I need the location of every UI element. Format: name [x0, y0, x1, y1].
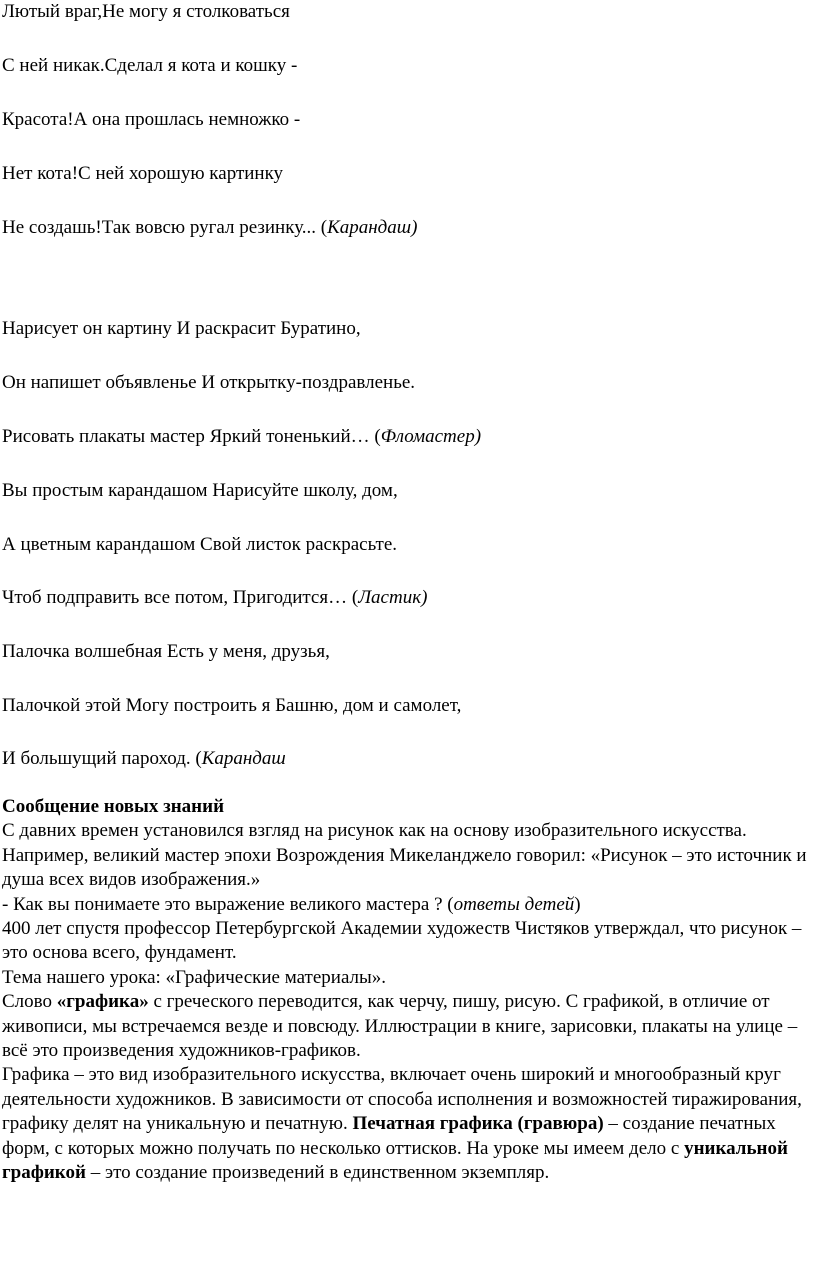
- poem-line: Вы простым карандашом Нарисуйте школу, дом,: [2, 480, 398, 501]
- poem-line: Палочкой этой Могу построить я Башню, дом и самолет,: [2, 695, 462, 716]
- poem-line: С ней никак.Сделал я кота и кошку -: [2, 55, 298, 76]
- poem-line: Красота!А она прошлась немножко -: [2, 109, 301, 130]
- paragraph: Графика – это вид изобразительного искусства, включает очень широкий и многообразный круг деятельности художников. В зависимости от способа исполнения и возможностей тиражирования, графику делят на уникальную и печатную. Печатная графика (гравюра) – создание печатных форм, с которых можно получать по несколько оттисков. На уроке мы имеем дело с уникальной графикой – это создание произведений в единственном экземпляр.: [2, 1064, 802, 1184]
- poem-line: Нарисует он картину И раскрасит Буратино,: [2, 318, 361, 339]
- paragraph: С давних времен установился взгляд на рисунок как на основу изобразительного искусства. Например, великий мастер эпохи Возрождения Микеланджело говорил: «Рисунок – это источник и душа всех видов изображения.»: [2, 820, 807, 891]
- paragraph: Тема нашего урока: «Графические материалы».: [2, 966, 387, 988]
- paragraph: 400 лет спустя профессор Петербургской Академии художеств Чистяков утверждал, что рисунок – это основа всего, фундамент.: [2, 918, 802, 964]
- poem-line: Чтоб подправить все потом, Пригодится… (Ластик): [2, 587, 428, 608]
- section-heading: Сообщение новых знаний: [2, 796, 225, 817]
- paragraph: Слово «графика» с греческого переводится, как черчу, пишу, рисую. С графикой, в отличие от живописи, мы встречаемся везде и повсюду. Иллюстрации в книге, зарисовки, плакаты на улице – всё это произведения художников-графиков.: [2, 991, 798, 1062]
- paragraph: - Как вы понимаете это выражение великого мастера ? (ответы детей): [2, 893, 581, 915]
- poem-line: Лютый враг,Не могу я столковаться: [2, 1, 290, 22]
- poem-line: Он напишет объявленье И открытку-поздравленье.: [2, 372, 416, 393]
- poem-line: Рисовать плакаты мастер Яркий тоненький… (Фломастер): [2, 426, 482, 447]
- poem-line: Палочка волшебная Есть у меня, друзья,: [2, 641, 330, 662]
- poem-line: А цветным карандашом Свой листок раскрасьте.: [2, 534, 398, 555]
- new-knowledge-section: [2, 795, 814, 1186]
- poem-line: И большущий пароход. (Карандаш: [2, 748, 286, 769]
- poem-line: Не создашь!Так вовсю ругал резинку... (Карандаш): [2, 217, 418, 238]
- poem-line: Нет кота!С ней хорошую картинку: [2, 163, 284, 184]
